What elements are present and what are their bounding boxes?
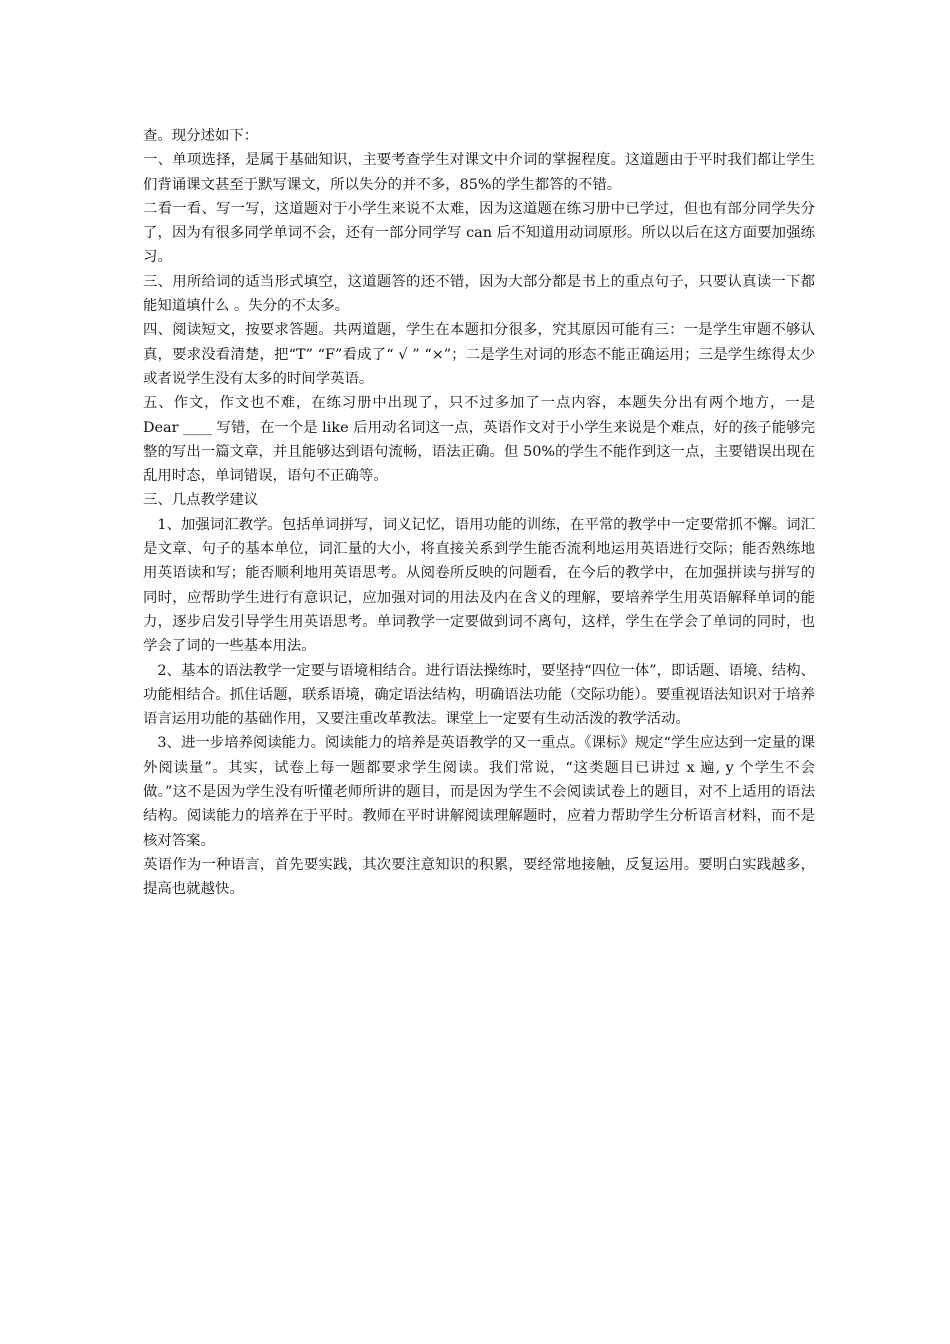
paragraph-section-3: 三、用所给词的适当形式填空，这道题答的还不错，因为大部分都是书上的重点句子，只要认真读一下都能知道填什么 。失分的不太多。 [143, 273, 815, 315]
paragraph-intro: 查。现分述如下： [143, 128, 259, 144]
section-heading-suggestions: 三、几点教学建议 [143, 492, 259, 509]
paragraph-section-1: 一、单项选择，是属于基础知识，主要考查学生对课文中介词的掌握程度。这道题由于平时我们都让学生们背诵课文甚至于默写课文，所以失分的并不多，85%的学生都答的不错。 [143, 152, 815, 193]
paragraph-section-5: 五、作文，作文也不难，在练习册中出现了，只不过多加了一点内容，本题失分出有两个地方，一是 Dear ____ 写错，在一个是 like 后用动名词这一点，英语作文对于小学生来说是个难点，好的孩子能够完整的写出一篇文章，并且能够达到语句流畅，语法正确。但 50%的学生不能作到这一点，主要错误出现在乱用时态，单词错误，语句不正确等。 [143, 395, 815, 485]
paragraph-section-2: 二看一看、写一写，这道题对于小学生来说不太难，因为这道题在练习册中已学过，但也有部分同学失分了，因为有很多同学单词不会，还有一部分同学写 can 后不知道用动词原形。所以以后在这方面要加强练习。 [143, 200, 815, 266]
paragraph-suggestion-2: 2、基本的语法教学一定要与语境相结合。进行语法操练时，要坚持“四位一体”，即话题、语境、结构、功能相结合。抓住话题，联系语境，确定语法结构，明确语法功能（交际功能）。要重视语法知识对于培养语言运用功能的基础作用，又要注重改革教法。课堂上一定要有生动活泼的教学活动。 [143, 662, 815, 728]
paragraph-conclusion: 英语作为一种语言，首先要实践，其次要注意知识的积累，要经常地接触，反复运用。要明白实践越多，提高也就越快。 [143, 856, 815, 898]
paragraph-suggestion-1: 1、加强词汇教学。包括单词拼写，词义记忆，语用功能的训练，在平常的教学中一定要常抓不懈。词汇是文章、句子的基本单位，词汇量的大小，将直接关系到学生能否流利地运用英语进行交际；能否熟练地用英语读和写；能否顺利地用英语思考。从阅卷所反映的问题看，在今后的教学中，在加强拼读与拼写的同时，应帮助学生进行有意识记，应加强对词的用法及内在含义的理解，要培养学生用英语解释单词的能力，逐步启发引导学生用英语思考。单词教学一定要做到词不离句，这样，学生在学会了单词的同时，也学会了词的一些基本用法。 [143, 516, 815, 655]
paragraph-suggestion-3: 3、进一步培养阅读能力。阅读能力的培养是英语教学的又一重点。《课标》规定“学生应达到一定量的课外阅读量”。其实，试卷上每一题都要求学生阅读。我们常说，“这类题目已讲过 x 遍, y 个学生不会做。”这不是因为学生没有听懂老师所讲的题目，而是因为学生不会阅读试卷上的题目，对不上适用的语法结构。阅读能力的培养在于平时。教师在平时讲解阅读理解题时，应着力帮助学生分析语言材料，而不是核对答案。 [143, 735, 815, 849]
paragraph-section-4: 四、阅读短文，按要求答题。共两道题，学生在本题扣分很多，究其原因可能有三：一是学生审题不够认真，要求没看清楚，把“T” “F”看成了“ √ ” “×”；二是学生对词的形态不能正确运用；三是学生练得太少或者说学生没有太多的时间学英语。 [143, 322, 815, 387]
document-body [143, 124, 815, 902]
